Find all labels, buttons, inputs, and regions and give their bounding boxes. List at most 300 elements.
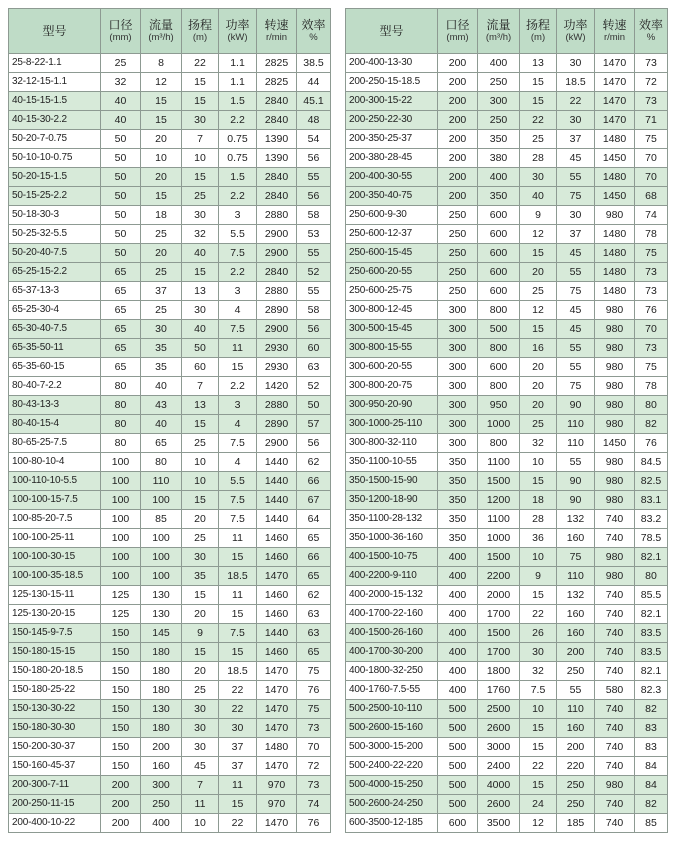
cell-efficiency: 63 bbox=[297, 624, 331, 643]
cell-speed: 2840 bbox=[257, 168, 297, 187]
cell-diameter: 80 bbox=[101, 415, 141, 434]
cell-flow: 2200 bbox=[478, 567, 520, 586]
cell-power: 75 bbox=[557, 187, 595, 206]
cell-head: 15 bbox=[182, 263, 219, 282]
table-row bbox=[9, 567, 331, 586]
cell-efficiency: 57 bbox=[297, 415, 331, 434]
cell-flow: 40 bbox=[141, 415, 182, 434]
cell-flow: 25 bbox=[141, 263, 182, 282]
cell-speed: 1470 bbox=[257, 757, 297, 776]
cell-efficiency: 73 bbox=[297, 776, 331, 795]
cell-power: 185 bbox=[557, 814, 595, 833]
table-row bbox=[346, 776, 668, 795]
cell-model: 200-380-28-45 bbox=[346, 149, 438, 168]
cell-flow: 40 bbox=[141, 377, 182, 396]
cell-head: 13 bbox=[520, 54, 557, 73]
cell-diameter: 400 bbox=[438, 586, 478, 605]
cell-diameter: 200 bbox=[438, 168, 478, 187]
cell-efficiency: 83.1 bbox=[635, 491, 668, 510]
cell-model: 500-3000-15-200 bbox=[346, 738, 438, 757]
cell-model: 250-600-12-37 bbox=[346, 225, 438, 244]
cell-model: 150-160-45-37 bbox=[9, 757, 101, 776]
cell-efficiency: 64 bbox=[297, 510, 331, 529]
cell-power: 30 bbox=[557, 111, 595, 130]
cell-speed: 2930 bbox=[257, 339, 297, 358]
cell-diameter: 150 bbox=[101, 700, 141, 719]
header-power-unit: (kW) bbox=[227, 32, 248, 43]
cell-power: 4 bbox=[219, 415, 257, 434]
cell-diameter: 40 bbox=[101, 111, 141, 130]
cell-speed: 740 bbox=[595, 643, 635, 662]
cell-efficiency: 74 bbox=[635, 206, 668, 225]
cell-speed: 740 bbox=[595, 738, 635, 757]
cell-speed: 980 bbox=[595, 567, 635, 586]
cell-flow: 950 bbox=[478, 396, 520, 415]
cell-speed: 2900 bbox=[257, 434, 297, 453]
cell-head: 24 bbox=[520, 795, 557, 814]
cell-head: 25 bbox=[182, 187, 219, 206]
cell-diameter: 400 bbox=[438, 605, 478, 624]
cell-efficiency: 75 bbox=[297, 700, 331, 719]
table-row bbox=[9, 358, 331, 377]
cell-model: 300-800-20-75 bbox=[346, 377, 438, 396]
cell-model: 300-950-20-90 bbox=[346, 396, 438, 415]
table-row bbox=[346, 377, 668, 396]
header-power-label: 功率 bbox=[563, 18, 588, 32]
cell-diameter: 65 bbox=[101, 339, 141, 358]
cell-model: 150-180-30-30 bbox=[9, 719, 101, 738]
cell-model: 65-30-40-7.5 bbox=[9, 320, 101, 339]
table-row bbox=[346, 700, 668, 719]
cell-diameter: 150 bbox=[101, 681, 141, 700]
cell-efficiency: 78.5 bbox=[635, 529, 668, 548]
cell-diameter: 300 bbox=[438, 434, 478, 453]
cell-model: 80-43-13-3 bbox=[9, 396, 101, 415]
table-row bbox=[346, 605, 668, 624]
table-row bbox=[346, 567, 668, 586]
cell-efficiency: 84 bbox=[635, 776, 668, 795]
cell-power: 75 bbox=[557, 548, 595, 567]
cell-power: 1.5 bbox=[219, 92, 257, 111]
cell-flow: 800 bbox=[478, 377, 520, 396]
cell-diameter: 300 bbox=[438, 377, 478, 396]
cell-diameter: 200 bbox=[438, 130, 478, 149]
cell-model: 150-180-25-22 bbox=[9, 681, 101, 700]
cell-efficiency: 83.2 bbox=[635, 510, 668, 529]
cell-power: 7.5 bbox=[219, 491, 257, 510]
cell-model: 200-350-25-37 bbox=[346, 130, 438, 149]
cell-diameter: 350 bbox=[438, 529, 478, 548]
cell-head: 25 bbox=[182, 529, 219, 548]
header-speed-unit: r/min bbox=[265, 32, 288, 43]
cell-power: 18.5 bbox=[219, 662, 257, 681]
cell-power: 0.75 bbox=[219, 130, 257, 149]
cell-speed: 2880 bbox=[257, 206, 297, 225]
cell-power: 110 bbox=[557, 700, 595, 719]
cell-efficiency: 48 bbox=[297, 111, 331, 130]
cell-flow: 180 bbox=[141, 662, 182, 681]
cell-power: 55 bbox=[557, 339, 595, 358]
cell-power: 37 bbox=[557, 130, 595, 149]
cell-diameter: 125 bbox=[101, 605, 141, 624]
cell-model: 500-2600-24-250 bbox=[346, 795, 438, 814]
cell-power: 160 bbox=[557, 719, 595, 738]
cell-power: 15 bbox=[219, 548, 257, 567]
cell-model: 500-2400-22-220 bbox=[346, 757, 438, 776]
cell-flow: 1100 bbox=[478, 510, 520, 529]
cell-head: 15 bbox=[520, 719, 557, 738]
table-row bbox=[346, 624, 668, 643]
table-row bbox=[346, 795, 668, 814]
cell-head: 25 bbox=[520, 415, 557, 434]
cell-model: 200-400-10-22 bbox=[9, 814, 101, 833]
cell-model: 80-40-15-4 bbox=[9, 415, 101, 434]
cell-efficiency: 76 bbox=[635, 434, 668, 453]
cell-head: 15 bbox=[520, 92, 557, 111]
cell-speed: 1460 bbox=[257, 529, 297, 548]
cell-flow: 600 bbox=[478, 244, 520, 263]
table-row bbox=[346, 244, 668, 263]
cell-head: 20 bbox=[520, 396, 557, 415]
cell-efficiency: 55 bbox=[297, 244, 331, 263]
cell-power: 7.5 bbox=[219, 320, 257, 339]
cell-speed: 1480 bbox=[595, 263, 635, 282]
cell-efficiency: 78 bbox=[635, 225, 668, 244]
cell-speed: 1440 bbox=[257, 472, 297, 491]
cell-power: 1.1 bbox=[219, 73, 257, 92]
cell-flow: 37 bbox=[141, 282, 182, 301]
cell-model: 50-10-10-0.75 bbox=[9, 149, 101, 168]
table-row bbox=[346, 757, 668, 776]
cell-speed: 980 bbox=[595, 415, 635, 434]
cell-efficiency: 74 bbox=[297, 795, 331, 814]
cell-speed: 2880 bbox=[257, 282, 297, 301]
cell-head: 22 bbox=[520, 757, 557, 776]
cell-flow: 400 bbox=[478, 54, 520, 73]
cell-flow: 20 bbox=[141, 244, 182, 263]
cell-efficiency: 73 bbox=[635, 339, 668, 358]
cell-efficiency: 80 bbox=[635, 396, 668, 415]
cell-speed: 2840 bbox=[257, 187, 297, 206]
header-flow bbox=[478, 9, 520, 54]
cell-power: 37 bbox=[219, 738, 257, 757]
table-row bbox=[346, 130, 668, 149]
cell-speed: 2825 bbox=[257, 73, 297, 92]
table-row bbox=[346, 282, 668, 301]
table-row bbox=[9, 795, 331, 814]
cell-speed: 1480 bbox=[595, 282, 635, 301]
cell-flow: 130 bbox=[141, 700, 182, 719]
table-row bbox=[9, 225, 331, 244]
cell-efficiency: 62 bbox=[297, 453, 331, 472]
cell-power: 45 bbox=[557, 320, 595, 339]
cell-speed: 2900 bbox=[257, 244, 297, 263]
cell-head: 45 bbox=[182, 757, 219, 776]
header-model bbox=[346, 9, 438, 54]
cell-flow: 3500 bbox=[478, 814, 520, 833]
table-row bbox=[9, 453, 331, 472]
cell-diameter: 500 bbox=[438, 700, 478, 719]
cell-model: 80-40-7-2.2 bbox=[9, 377, 101, 396]
cell-flow: 400 bbox=[478, 168, 520, 187]
cell-efficiency: 55 bbox=[297, 168, 331, 187]
cell-diameter: 80 bbox=[101, 434, 141, 453]
cell-efficiency: 54 bbox=[297, 130, 331, 149]
cell-diameter: 32 bbox=[101, 73, 141, 92]
table-row bbox=[346, 662, 668, 681]
cell-efficiency: 38.5 bbox=[297, 54, 331, 73]
header-head-unit: (m) bbox=[192, 32, 208, 43]
cell-speed: 740 bbox=[595, 814, 635, 833]
cell-speed: 1460 bbox=[257, 586, 297, 605]
cell-flow: 1800 bbox=[478, 662, 520, 681]
header-diameter bbox=[101, 9, 141, 54]
cell-model: 150-180-20-18.5 bbox=[9, 662, 101, 681]
cell-flow: 2400 bbox=[478, 757, 520, 776]
cell-efficiency: 50 bbox=[297, 396, 331, 415]
cell-power: 3 bbox=[219, 206, 257, 225]
cell-model: 200-350-40-75 bbox=[346, 187, 438, 206]
cell-speed: 1470 bbox=[257, 681, 297, 700]
cell-head: 15 bbox=[520, 73, 557, 92]
cell-efficiency: 67 bbox=[297, 491, 331, 510]
cell-diameter: 600 bbox=[438, 814, 478, 833]
cell-diameter: 65 bbox=[101, 320, 141, 339]
table-row bbox=[346, 586, 668, 605]
header-flow-label: 流量 bbox=[486, 18, 511, 32]
header-efficiency bbox=[635, 9, 668, 54]
cell-flow: 2500 bbox=[478, 700, 520, 719]
cell-diameter: 65 bbox=[101, 282, 141, 301]
cell-flow: 1000 bbox=[478, 529, 520, 548]
cell-speed: 740 bbox=[595, 700, 635, 719]
cell-model: 65-37-13-3 bbox=[9, 282, 101, 301]
cell-flow: 800 bbox=[478, 301, 520, 320]
cell-speed: 1470 bbox=[595, 73, 635, 92]
cell-power: 15 bbox=[219, 605, 257, 624]
cell-power: 55 bbox=[557, 168, 595, 187]
cell-flow: 25 bbox=[141, 225, 182, 244]
cell-efficiency: 58 bbox=[297, 301, 331, 320]
table-row bbox=[346, 187, 668, 206]
cell-model: 500-2500-10-110 bbox=[346, 700, 438, 719]
cell-flow: 600 bbox=[478, 263, 520, 282]
header-flow-unit: (m³/h) bbox=[148, 32, 174, 43]
cell-head: 30 bbox=[182, 719, 219, 738]
header-head bbox=[520, 9, 557, 54]
cell-speed: 1480 bbox=[595, 130, 635, 149]
cell-head: 10 bbox=[520, 453, 557, 472]
cell-efficiency: 82 bbox=[635, 415, 668, 434]
cell-diameter: 50 bbox=[101, 187, 141, 206]
cell-efficiency: 60 bbox=[297, 339, 331, 358]
cell-model: 300-800-32-110 bbox=[346, 434, 438, 453]
cell-head: 15 bbox=[182, 73, 219, 92]
header-head-unit: (m) bbox=[530, 32, 546, 43]
cell-speed: 980 bbox=[595, 776, 635, 795]
table-row bbox=[346, 643, 668, 662]
cell-diameter: 200 bbox=[438, 54, 478, 73]
cell-speed: 1450 bbox=[595, 187, 635, 206]
cell-model: 400-1800-32-250 bbox=[346, 662, 438, 681]
cell-efficiency: 82.5 bbox=[635, 472, 668, 491]
cell-efficiency: 68 bbox=[635, 187, 668, 206]
table-row bbox=[346, 320, 668, 339]
cell-head: 7 bbox=[182, 130, 219, 149]
cell-power: 160 bbox=[557, 529, 595, 548]
cell-speed: 1460 bbox=[257, 548, 297, 567]
table-row bbox=[346, 358, 668, 377]
header-speed bbox=[257, 9, 297, 54]
header-model bbox=[9, 9, 101, 54]
cell-diameter: 150 bbox=[101, 624, 141, 643]
cell-diameter: 400 bbox=[438, 681, 478, 700]
cell-speed: 1440 bbox=[257, 453, 297, 472]
cell-efficiency: 65 bbox=[297, 529, 331, 548]
cell-diameter: 400 bbox=[438, 643, 478, 662]
table-row bbox=[9, 396, 331, 415]
table-row bbox=[9, 510, 331, 529]
cell-flow: 20 bbox=[141, 130, 182, 149]
cell-power: 15 bbox=[219, 358, 257, 377]
cell-head: 30 bbox=[182, 700, 219, 719]
cell-flow: 200 bbox=[141, 738, 182, 757]
cell-model: 200-400-30-55 bbox=[346, 168, 438, 187]
cell-model: 50-25-32-5.5 bbox=[9, 225, 101, 244]
cell-diameter: 200 bbox=[438, 73, 478, 92]
cell-diameter: 150 bbox=[101, 719, 141, 738]
cell-power: 45 bbox=[557, 301, 595, 320]
cell-power: 7.5 bbox=[219, 510, 257, 529]
cell-flow: 600 bbox=[478, 282, 520, 301]
cell-diameter: 350 bbox=[438, 510, 478, 529]
cell-speed: 1470 bbox=[595, 111, 635, 130]
cell-model: 100-100-25-11 bbox=[9, 529, 101, 548]
cell-flow: 65 bbox=[141, 434, 182, 453]
cell-flow: 4000 bbox=[478, 776, 520, 795]
cell-model: 350-1100-28-132 bbox=[346, 510, 438, 529]
cell-flow: 130 bbox=[141, 605, 182, 624]
cell-efficiency: 55 bbox=[297, 282, 331, 301]
header-model-label: 型号 bbox=[379, 24, 404, 38]
cell-model: 350-1500-15-90 bbox=[346, 472, 438, 491]
table-row bbox=[346, 491, 668, 510]
cell-diameter: 400 bbox=[438, 567, 478, 586]
cell-efficiency: 70 bbox=[635, 168, 668, 187]
table-row bbox=[346, 510, 668, 529]
header-diameter-unit: (mm) bbox=[446, 32, 469, 43]
cell-diameter: 500 bbox=[438, 719, 478, 738]
table-row bbox=[346, 92, 668, 111]
cell-diameter: 50 bbox=[101, 225, 141, 244]
table-row bbox=[9, 263, 331, 282]
cell-power: 1.5 bbox=[219, 168, 257, 187]
cell-efficiency: 66 bbox=[297, 548, 331, 567]
cell-power: 90 bbox=[557, 472, 595, 491]
cell-diameter: 25 bbox=[101, 54, 141, 73]
cell-model: 100-100-15-7.5 bbox=[9, 491, 101, 510]
cell-power: 220 bbox=[557, 757, 595, 776]
cell-diameter: 250 bbox=[438, 206, 478, 225]
cell-flow: 800 bbox=[478, 434, 520, 453]
cell-power: 30 bbox=[219, 719, 257, 738]
cell-efficiency: 73 bbox=[635, 54, 668, 73]
header-speed-label: 转速 bbox=[602, 18, 627, 32]
cell-model: 500-2600-15-160 bbox=[346, 719, 438, 738]
cell-flow: 350 bbox=[478, 130, 520, 149]
cell-diameter: 65 bbox=[101, 301, 141, 320]
cell-model: 65-25-15-2.2 bbox=[9, 263, 101, 282]
cell-flow: 250 bbox=[478, 111, 520, 130]
cell-head: 30 bbox=[182, 738, 219, 757]
cell-diameter: 350 bbox=[438, 453, 478, 472]
cell-flow: 1700 bbox=[478, 643, 520, 662]
cell-model: 65-35-60-15 bbox=[9, 358, 101, 377]
cell-power: 0.75 bbox=[219, 149, 257, 168]
cell-efficiency: 73 bbox=[635, 92, 668, 111]
cell-efficiency: 83 bbox=[635, 719, 668, 738]
cell-head: 20 bbox=[520, 358, 557, 377]
cell-head: 15 bbox=[520, 738, 557, 757]
cell-flow: 250 bbox=[141, 795, 182, 814]
table-row bbox=[346, 54, 668, 73]
cell-flow: 110 bbox=[141, 472, 182, 491]
cell-speed: 2900 bbox=[257, 225, 297, 244]
cell-speed: 1470 bbox=[257, 700, 297, 719]
cell-head: 20 bbox=[182, 605, 219, 624]
table-row bbox=[346, 168, 668, 187]
cell-model: 200-300-7-11 bbox=[9, 776, 101, 795]
cell-diameter: 100 bbox=[101, 567, 141, 586]
cell-efficiency: 85.5 bbox=[635, 586, 668, 605]
cell-head: 12 bbox=[520, 301, 557, 320]
cell-model: 250-600-25-75 bbox=[346, 282, 438, 301]
cell-efficiency: 83.5 bbox=[635, 643, 668, 662]
table-body bbox=[9, 54, 331, 833]
cell-head: 9 bbox=[520, 206, 557, 225]
table-row bbox=[9, 529, 331, 548]
cell-efficiency: 52 bbox=[297, 263, 331, 282]
cell-head: 25 bbox=[520, 282, 557, 301]
cell-efficiency: 63 bbox=[297, 358, 331, 377]
cell-efficiency: 82.3 bbox=[635, 681, 668, 700]
cell-power: 11 bbox=[219, 776, 257, 795]
cell-flow: 15 bbox=[141, 111, 182, 130]
cell-flow: 18 bbox=[141, 206, 182, 225]
table-row bbox=[9, 472, 331, 491]
cell-speed: 1470 bbox=[257, 719, 297, 738]
cell-model: 400-1760-7.5-55 bbox=[346, 681, 438, 700]
cell-head: 25 bbox=[182, 434, 219, 453]
cell-diameter: 150 bbox=[101, 738, 141, 757]
cell-diameter: 50 bbox=[101, 130, 141, 149]
cell-power: 18.5 bbox=[557, 73, 595, 92]
cell-speed: 980 bbox=[595, 377, 635, 396]
cell-diameter: 80 bbox=[101, 377, 141, 396]
cell-speed: 980 bbox=[595, 472, 635, 491]
cell-power: 30 bbox=[557, 54, 595, 73]
cell-efficiency: 44 bbox=[297, 73, 331, 92]
cell-head: 15 bbox=[182, 491, 219, 510]
header-flow-label: 流量 bbox=[148, 18, 173, 32]
cell-head: 10 bbox=[182, 814, 219, 833]
cell-head: 32 bbox=[182, 225, 219, 244]
cell-model: 400-1500-26-160 bbox=[346, 624, 438, 643]
cell-flow: 1700 bbox=[478, 605, 520, 624]
cell-model: 300-800-15-55 bbox=[346, 339, 438, 358]
cell-diameter: 125 bbox=[101, 586, 141, 605]
cell-flow: 2600 bbox=[478, 795, 520, 814]
